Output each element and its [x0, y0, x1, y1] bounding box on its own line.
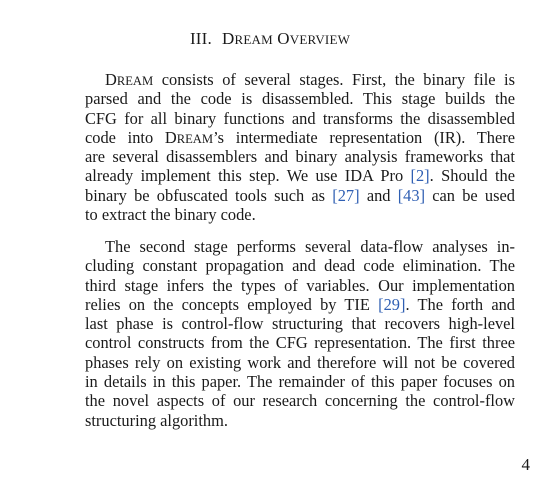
text-line	[85, 186, 515, 205]
text-run: already implement this step. We use IDA Pro	[85, 166, 411, 186]
text-run: structuring algorithm.	[85, 410, 228, 430]
text-run: third stage infers the types of variables. Our implementation	[85, 275, 515, 295]
text-line	[85, 147, 515, 166]
text-run: control constructs from the CFG representation. The first three	[85, 333, 515, 353]
text-line	[85, 411, 515, 430]
small-caps-name: DREAM	[164, 127, 214, 147]
text-line	[85, 205, 515, 224]
text-line	[85, 89, 515, 108]
text-run: relies on the concepts employed by TIE	[85, 294, 379, 314]
text-run: to extract the binary code.	[85, 205, 256, 225]
section-title: DREAM OVERVIEW	[221, 29, 351, 48]
text-run: cluding constant propagation and dead code elimination. The	[85, 256, 515, 276]
citation-link[interactable]: [29]	[378, 294, 406, 314]
text-run: ’s intermediate representation (IR). There	[213, 127, 515, 147]
text-run: consists of several stages. First, the binary file is	[153, 70, 515, 89]
text-run: can be used	[425, 185, 515, 205]
text-run: the novel aspects of our research concerning the control-flow	[85, 391, 515, 411]
small-caps-name: DREAM	[105, 70, 154, 89]
text-line	[85, 256, 515, 275]
text-run: code into	[85, 127, 165, 147]
text-run: CFG for all binary functions and transforms the disassembled	[85, 108, 515, 128]
text-line	[85, 295, 515, 314]
text-line	[85, 276, 515, 295]
text-run: in details in this paper. The remainder of this paper focuses on	[85, 372, 515, 392]
citation-link[interactable]: [43]	[397, 185, 426, 205]
text-line	[85, 166, 515, 185]
text-line	[85, 314, 515, 333]
text-line	[85, 237, 515, 256]
text-run: phases rely on existing work and therefore will not be covered	[85, 352, 515, 372]
text-run: parsed and the code is disassembled. This stage builds the	[85, 89, 515, 109]
text-line	[85, 372, 515, 391]
text-run: and	[359, 185, 398, 205]
text-line	[85, 128, 515, 147]
text-run: last phase is control-flow structuring that recovers high-level	[85, 314, 515, 334]
text-line	[85, 70, 515, 89]
text-line	[85, 353, 515, 372]
text-line	[85, 333, 515, 352]
text-run: . The forth and	[405, 294, 515, 314]
citation-link[interactable]: [2]	[410, 166, 430, 186]
text-run: The second stage performs several data-flow analyses in-	[105, 237, 515, 256]
text-line	[85, 391, 515, 410]
text-line	[85, 109, 515, 128]
text-run: . Should the	[429, 166, 515, 186]
section-number: III.	[189, 29, 212, 48]
text-run: are several disassemblers and binary analysis frameworks that	[85, 147, 515, 167]
citation-link[interactable]: [27]	[332, 185, 360, 205]
page-number: 4	[521, 455, 530, 474]
section-heading	[0, 29, 540, 50]
paragraph-overview	[85, 70, 515, 224]
text-run: binary be obfuscated tools such as	[85, 185, 333, 205]
paragraph-stages	[85, 237, 515, 430]
